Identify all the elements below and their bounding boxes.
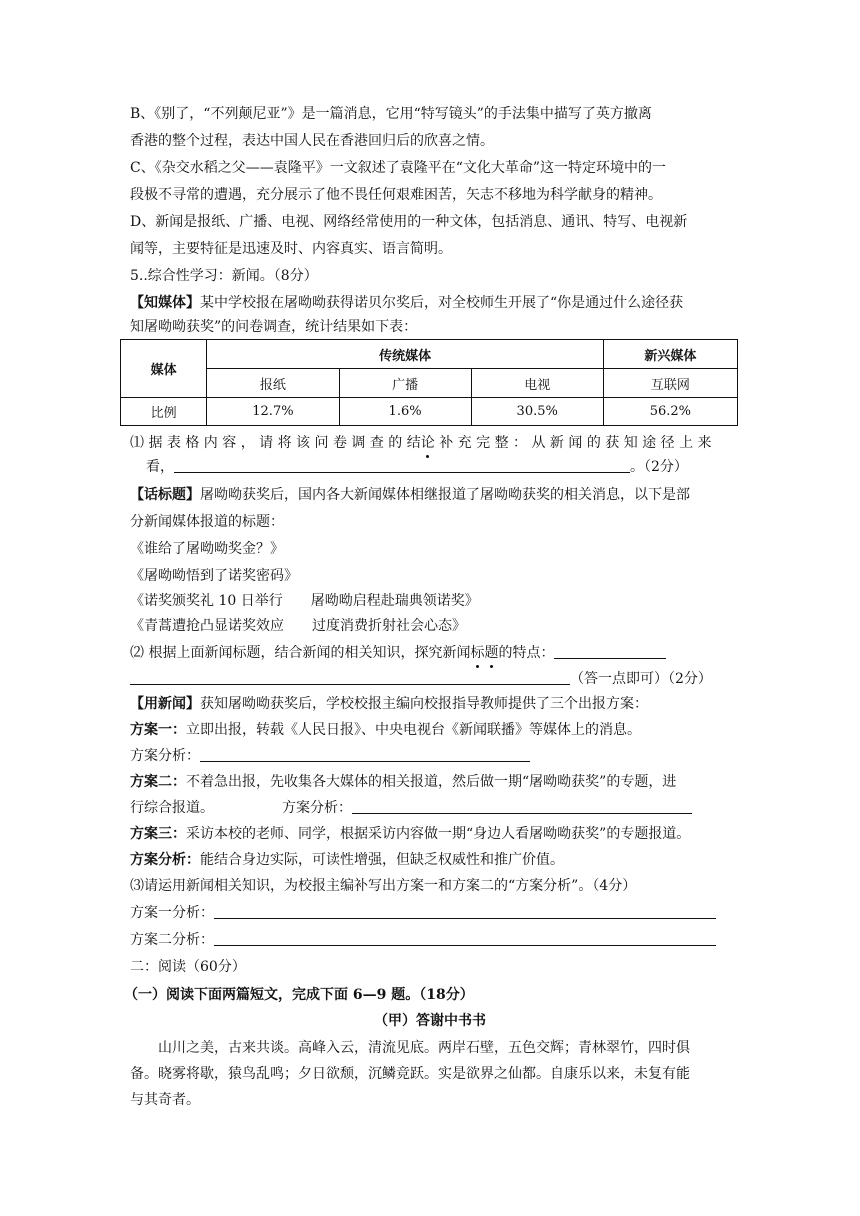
know-media-text: 某中学校报在屠呦呦获得诺贝尔奖后，对全校师生开展了“你是通过什么途径获 [200,295,684,311]
use-news-line: 【用新闻】获知屠呦呦获奖后，学校校报主编向校报指导教师提供了三个出报方案： [130,696,648,712]
plan-3-analysis-line: 方案分析：能结合身边实际，可读性增强，但缺乏权威性和推广价值。 [130,852,564,868]
plan-1-answer-line: 方案一分析： [130,903,716,923]
answer-blank[interactable] [214,931,716,946]
emphasis-char: 论 [420,435,435,451]
question-2-line-1: ⑵ 根据上面新闻标题，结合新闻的相关知识，探究新闻标题的特点： [130,643,666,663]
option-c-line-2: 段极不寻常的遭遇，充分展示了他不畏任何艰难困苦，矢志不移地为科学献身的精神。 [130,187,662,203]
question-2-line-2: （答一点即可）（2分） [130,669,712,689]
topic-title-tag: 【话标题】 [130,487,200,503]
option-d-line-1: D、新闻是报纸、广播、电视、网络经常使用的一种文体，包括消息、通讯、特写、电视新 [130,214,688,230]
table-col-tv: 电视 [471,369,603,398]
essay-line-3: 与其奇者。 [130,1092,200,1108]
answer-blank[interactable] [174,458,630,473]
plan-2-line-1: 方案二：不着急出报，先收集各大媒体的相关报道，然后做一期“屠呦呦获奖”的专题，进 [130,774,677,790]
essay-line-2: 备。晓雾将歇，猿鸟乱鸣；夕日欲颓，沉鳞竞跃。实是欲界之仙都。自康乐以来，未复有能 [130,1066,690,1082]
table-col-newspaper: 报纸 [207,369,339,398]
option-d-line-2: 闻等，主要特征是迅速及时、内容真实、语言简明。 [130,241,452,257]
essay-line-1: 山川之美，古来共谈。高峰入云，清流见底。两岸石壁，五色交辉；青林翠竹，四时俱 [158,1040,690,1056]
answer-blank[interactable] [200,747,530,762]
answer-blank[interactable] [554,644,666,659]
topic-title-line-1: 【话标题】屠呦呦获奖后，国内各大新闻媒体相继报道了屠呦呦获奖的相关消息，以下是部 [130,487,690,503]
table-cell-newspaper: 12.7% [207,398,339,426]
news-title-1: 《谁给了屠呦呦奖金？》 [130,541,284,557]
news-title-4: 《青蒿遭抢凸显诺奖效应 过度消费折射社会心态》 [130,618,466,634]
answer-blank[interactable] [352,799,692,814]
table-col-internet: 互联网 [603,369,737,398]
question-3-line: ⑶请运用新闻相关知识，为校报主编补写出方案一和方案二的“方案分析”。（4分） [130,878,637,894]
option-c-line-1: C、《杂交水稻之父——袁隆平》一文叙述了袁隆平在“文化大革命”这一特定环境中的一 [130,160,667,176]
news-title-2: 《屠呦呦悟到了诺奖密码》 [130,568,298,584]
plan-3-line: 方案三：采访本校的老师、同学，根据采访内容做一期“身边人看屠呦呦获奖”的专题报道。 [130,826,691,842]
table-cell-internet: 56.2% [603,398,737,426]
table-header-media: 媒体 [121,340,207,398]
topic-title-line-2: 分新闻媒体报道的标题： [130,514,284,530]
table-header-traditional: 传统媒体 [207,340,603,369]
table-header-new: 新兴媒体 [603,340,737,369]
table-cell-tv: 30.5% [471,398,603,426]
plan-2-answer-line: 方案二分析： [130,930,716,950]
plan-2-line-2: 行综合报道。 方案分析： [130,798,692,818]
plan-1-analysis-line: 方案分析： [130,746,530,766]
question-1-line-2: 看， 。（2分） [146,459,688,475]
question-1-line-1: ⑴ 据 表 格 内 容 ， 请 将 该 问 卷 调 查 的 结论 补 充 完 整 ： 从 新 闻 的 获 知 途 径 上 来 [130,435,712,451]
essay-title: （甲）答谢中书书 [374,1013,486,1029]
emphasis-char: 题 [484,645,499,661]
table-col-radio: 广播 [339,369,471,398]
survey-table [120,339,738,426]
answer-blank[interactable] [130,670,570,685]
option-b-line-2: 香港的整个过程，表达中国人民在香港回归后的欣喜之情。 [130,133,494,149]
plan-1-line: 方案一：立即出报，转载《人民日报》、中央电视台《新闻联播》等媒体上的消息。 [130,722,641,738]
table-row-label: 比例 [121,398,207,426]
question-5-heading: 5..综合性学习：新闻。（8分） [130,268,318,284]
emphasis-char: 标 [470,645,485,661]
option-b-line-1: B、《别了，“不列颠尼亚”》是一篇消息，它用“特写镜头”的手法集中描写了英方撤离 [130,106,652,122]
use-news-tag: 【用新闻】 [130,696,200,712]
table-cell-radio: 1.6% [339,398,471,426]
answer-blank[interactable] [214,904,716,919]
know-media-line-2: 知屠呦呦获奖”的问卷调查，统计结果如下表： [130,319,418,335]
news-title-3: 《诺奖颁奖礼 10 日举行 屠呦呦启程赴瑞典领诺奖》 [130,593,479,609]
section-2-heading: 二：阅读（60分） [130,959,246,975]
know-media-tag: 【知媒体】 [130,295,200,311]
know-media-line-1 [130,293,683,313]
subsection-1-heading: （一）阅读下面两篇短文，完成下面 6—9 题。（18分） [124,987,474,1003]
